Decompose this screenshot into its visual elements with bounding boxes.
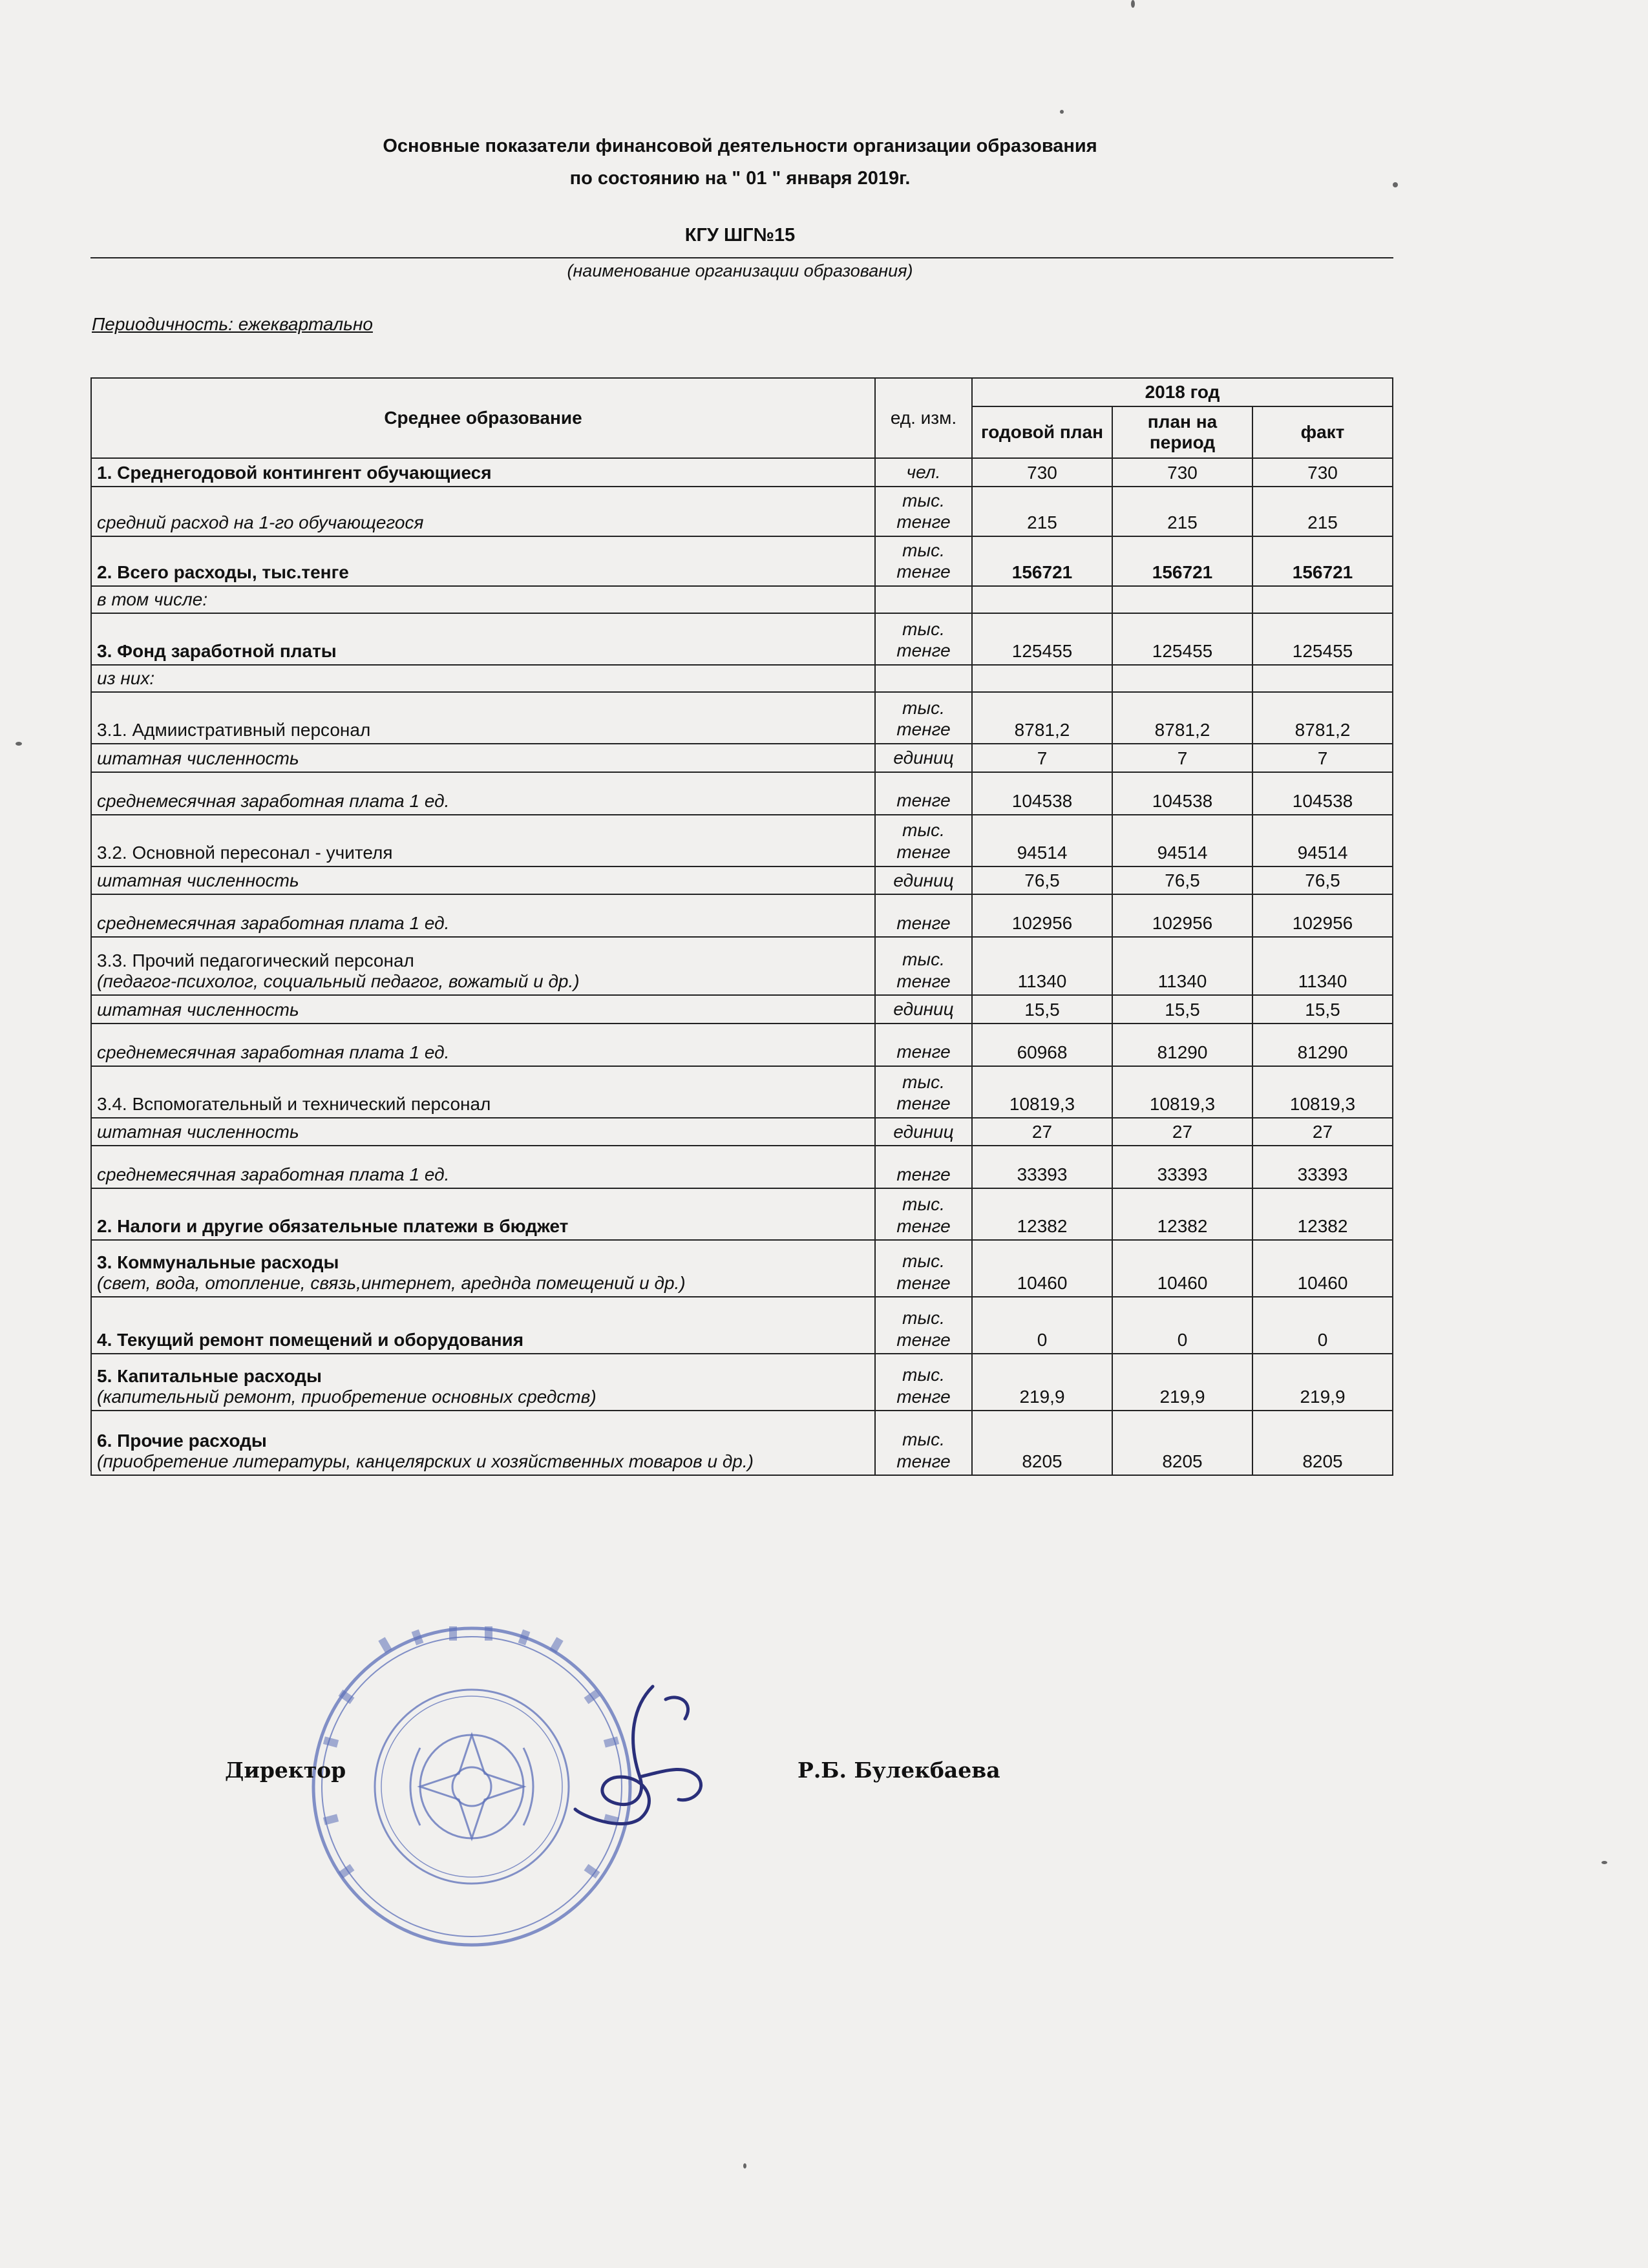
document-title-line-2: по состоянию на " 01 " января 2019г. xyxy=(569,168,911,189)
table-row xyxy=(91,1118,1393,1146)
header-year: 2018 год xyxy=(972,378,1393,406)
table-row xyxy=(91,894,1393,937)
cell-plan-period: 8781,2 xyxy=(1112,692,1252,744)
row-unit: тенге xyxy=(875,1024,972,1066)
row-label xyxy=(91,458,875,487)
row-label-text: 5. Капитальные расходы xyxy=(97,1366,322,1387)
row-label-detail: (капительный ремонт, приобретение основных средств) xyxy=(97,1387,597,1407)
row-unit: тыс. тенге xyxy=(875,613,972,665)
row-label-text: 2. Налоги и другие обязательные платежи в бюджет xyxy=(97,1216,569,1237)
cell-fact xyxy=(1252,586,1393,613)
row-label-text: 3.2. Основной пересонал - учителя xyxy=(97,842,393,863)
cell-plan-year: 102956 xyxy=(972,894,1112,937)
cell-plan-period: 15,5 xyxy=(1112,995,1252,1024)
row-label-text: среднемесячная заработная плата 1 ед. xyxy=(97,1164,450,1185)
row-label-text: среднемесячная заработная плата 1 ед. xyxy=(97,790,450,811)
header-unit: ед. изм. xyxy=(875,378,972,458)
cell-plan-period: 730 xyxy=(1112,458,1252,487)
table-row xyxy=(91,1411,1393,1475)
cell-fact: 8205 xyxy=(1252,1411,1393,1475)
table-row xyxy=(91,1297,1393,1354)
row-label xyxy=(91,536,875,586)
header-plan-year: годовой план xyxy=(972,406,1112,458)
cell-plan-year: 8205 xyxy=(972,1411,1112,1475)
row-label xyxy=(91,866,875,895)
row-unit: единиц xyxy=(875,995,972,1024)
cell-plan-period: 104538 xyxy=(1112,772,1252,815)
table-row xyxy=(91,665,1393,692)
cell-plan-period xyxy=(1112,665,1252,692)
row-unit: тенге xyxy=(875,1146,972,1188)
cell-fact: 156721 xyxy=(1252,536,1393,586)
row-unit: тыс. тенге xyxy=(875,1411,972,1475)
cell-fact: 104538 xyxy=(1252,772,1393,815)
table-row xyxy=(91,1188,1393,1240)
scan-speck xyxy=(1060,110,1064,114)
table-row xyxy=(91,458,1393,487)
row-label xyxy=(91,665,875,692)
cell-plan-year: 0 xyxy=(972,1297,1112,1354)
row-label-text: 3.4. Вспомогательный и технический персонал xyxy=(97,1093,491,1114)
cell-plan-period: 94514 xyxy=(1112,815,1252,866)
cell-plan-period: 76,5 xyxy=(1112,866,1252,895)
cell-fact: 81290 xyxy=(1252,1024,1393,1066)
row-unit: тыс. тенге xyxy=(875,1297,972,1354)
row-label xyxy=(91,1297,875,1354)
cell-plan-year: 219,9 xyxy=(972,1354,1112,1411)
row-label-detail: (свет, вода, отопление, связь,интернет, аредндa помещений и др.) xyxy=(97,1273,686,1294)
cell-plan-period xyxy=(1112,586,1252,613)
row-unit: тыс. тенге xyxy=(875,815,972,866)
document-title-line-1: Основные показатели финансовой деятельности организации образования xyxy=(383,136,1097,156)
organization-name: КГУ ШГ№15 xyxy=(684,225,796,246)
row-label xyxy=(91,1024,875,1066)
row-unit: тыс. тенге xyxy=(875,937,972,995)
cell-plan-period: 215 xyxy=(1112,487,1252,536)
row-label-text: 3. Коммунальные расходы xyxy=(97,1252,339,1273)
cell-plan-period: 11340 xyxy=(1112,937,1252,995)
cell-fact: 102956 xyxy=(1252,894,1393,937)
director-name: Р.Б. Булекбаева xyxy=(798,1758,1000,1783)
cell-fact: 76,5 xyxy=(1252,866,1393,895)
row-unit: единиц xyxy=(875,744,972,772)
row-unit xyxy=(875,665,972,692)
row-label-text: средний расход на 1-го обучающегося xyxy=(97,512,424,532)
cell-plan-year: 215 xyxy=(972,487,1112,536)
row-label xyxy=(91,1146,875,1188)
table-row xyxy=(91,1240,1393,1297)
table-row xyxy=(91,586,1393,613)
row-label xyxy=(91,586,875,613)
table-row xyxy=(91,995,1393,1024)
row-label-text: 3.3. Прочий педагогический персонал xyxy=(97,950,414,971)
row-label xyxy=(91,815,875,866)
row-unit: тыс. тенге xyxy=(875,487,972,536)
cell-plan-year: 10819,3 xyxy=(972,1066,1112,1118)
header-name: Среднее образование xyxy=(91,378,875,458)
cell-plan-year: 8781,2 xyxy=(972,692,1112,744)
cell-plan-year: 125455 xyxy=(972,613,1112,665)
cell-plan-period: 27 xyxy=(1112,1118,1252,1146)
table-row xyxy=(91,744,1393,772)
cell-fact: 33393 xyxy=(1252,1146,1393,1188)
cell-plan-period: 8205 xyxy=(1112,1411,1252,1475)
cell-fact xyxy=(1252,665,1393,692)
scan-speck xyxy=(743,2163,746,2168)
row-unit: тыс. тенге xyxy=(875,536,972,586)
cell-plan-period: 10819,3 xyxy=(1112,1066,1252,1118)
cell-plan-period: 102956 xyxy=(1112,894,1252,937)
scan-speck xyxy=(1601,1861,1607,1864)
cell-plan-period: 219,9 xyxy=(1112,1354,1252,1411)
table-row xyxy=(91,1146,1393,1188)
cell-plan-year: 11340 xyxy=(972,937,1112,995)
table-row xyxy=(91,613,1393,665)
row-label-text: штатная численность xyxy=(97,870,299,891)
cell-plan-period: 12382 xyxy=(1112,1188,1252,1240)
cell-fact: 94514 xyxy=(1252,815,1393,866)
table-row xyxy=(91,1024,1393,1066)
cell-plan-year: 76,5 xyxy=(972,866,1112,895)
row-unit: единиц xyxy=(875,1118,972,1146)
cell-fact: 11340 xyxy=(1252,937,1393,995)
table-row xyxy=(91,536,1393,586)
row-label-text: штатная численность xyxy=(97,748,299,768)
row-label-text: 1. Среднегодовой контингент обучающиеся xyxy=(97,462,492,483)
periodicity-note: Периодичность: ежеквартально xyxy=(92,314,373,334)
cell-fact: 0 xyxy=(1252,1297,1393,1354)
cell-plan-period: 125455 xyxy=(1112,613,1252,665)
table-row xyxy=(91,815,1393,866)
handwritten-signature-icon xyxy=(556,1680,737,1835)
scan-speck xyxy=(16,742,22,746)
row-unit: тенге xyxy=(875,772,972,815)
cell-plan-year: 94514 xyxy=(972,815,1112,866)
cell-fact: 27 xyxy=(1252,1118,1393,1146)
row-label xyxy=(91,894,875,937)
row-label-text: среднемесячная заработная плата 1 ед. xyxy=(97,913,450,934)
row-unit: тыс. тенге xyxy=(875,1354,972,1411)
cell-plan-year: 15,5 xyxy=(972,995,1112,1024)
financial-indicators-table xyxy=(90,377,1393,1476)
row-label xyxy=(91,744,875,772)
row-unit: тенге xyxy=(875,894,972,937)
director-label: Директор xyxy=(225,1758,346,1783)
row-label-detail: (приобретение литературы, канцелярских и хозяйственных товаров и др.) xyxy=(97,1451,754,1472)
cell-plan-period: 0 xyxy=(1112,1297,1252,1354)
row-label-text: 3. Фонд заработной платы xyxy=(97,640,337,661)
table-row xyxy=(91,1066,1393,1118)
row-label-text: 2. Всего расходы, тыс.тенге xyxy=(97,562,349,582)
row-label xyxy=(91,692,875,744)
table-row xyxy=(91,1354,1393,1411)
header-plan-period: план на период xyxy=(1112,406,1252,458)
row-unit xyxy=(875,586,972,613)
row-label-text: 3.1. Адмиистративный персонал xyxy=(97,719,371,740)
cell-fact: 730 xyxy=(1252,458,1393,487)
cell-plan-year: 156721 xyxy=(972,536,1112,586)
table-row xyxy=(91,937,1393,995)
row-label-text: штатная численность xyxy=(97,1122,299,1142)
cell-plan-year: 27 xyxy=(972,1118,1112,1146)
cell-plan-year: 60968 xyxy=(972,1024,1112,1066)
cell-fact: 215 xyxy=(1252,487,1393,536)
cell-plan-year xyxy=(972,665,1112,692)
cell-plan-period: 10460 xyxy=(1112,1240,1252,1297)
cell-fact: 125455 xyxy=(1252,613,1393,665)
header-fact: факт xyxy=(1252,406,1393,458)
cell-plan-year: 10460 xyxy=(972,1240,1112,1297)
row-label-text: в том числе: xyxy=(97,589,208,609)
row-unit: чел. xyxy=(875,458,972,487)
scan-speck xyxy=(1131,0,1135,8)
table-row xyxy=(91,772,1393,815)
row-label xyxy=(91,772,875,815)
row-label xyxy=(91,1066,875,1118)
row-label xyxy=(91,1188,875,1240)
row-label xyxy=(91,487,875,536)
cell-plan-period: 7 xyxy=(1112,744,1252,772)
cell-plan-period: 33393 xyxy=(1112,1146,1252,1188)
cell-plan-year xyxy=(972,586,1112,613)
row-label xyxy=(91,937,875,995)
cell-fact: 219,9 xyxy=(1252,1354,1393,1411)
cell-fact: 8781,2 xyxy=(1252,692,1393,744)
cell-plan-year: 104538 xyxy=(972,772,1112,815)
cell-fact: 10460 xyxy=(1252,1240,1393,1297)
cell-fact: 7 xyxy=(1252,744,1393,772)
table-row xyxy=(91,487,1393,536)
row-label xyxy=(91,613,875,665)
row-unit: единиц xyxy=(875,866,972,895)
row-unit: тыс. тенге xyxy=(875,1240,972,1297)
row-label xyxy=(91,1411,875,1475)
table-row xyxy=(91,866,1393,895)
row-label-text: среднемесячная заработная плата 1 ед. xyxy=(97,1042,450,1062)
row-label-detail: (педагог-психолог, социальный педагог, вожатый и др.) xyxy=(97,971,580,992)
cell-plan-year: 33393 xyxy=(972,1146,1112,1188)
table-row xyxy=(91,692,1393,744)
row-unit: тыс. тенге xyxy=(875,1188,972,1240)
cell-plan-year: 12382 xyxy=(972,1188,1112,1240)
cell-plan-period: 81290 xyxy=(1112,1024,1252,1066)
cell-fact: 15,5 xyxy=(1252,995,1393,1024)
row-label xyxy=(91,995,875,1024)
row-unit: тыс. тенге xyxy=(875,692,972,744)
row-unit: тыс. тенге xyxy=(875,1066,972,1118)
row-label xyxy=(91,1240,875,1297)
cell-plan-year: 7 xyxy=(972,744,1112,772)
cell-fact: 12382 xyxy=(1252,1188,1393,1240)
row-label xyxy=(91,1354,875,1411)
row-label-text: из них: xyxy=(97,667,155,688)
organization-caption: (наименование организации образования) xyxy=(567,261,913,280)
cell-fact: 10819,3 xyxy=(1252,1066,1393,1118)
organization-underline xyxy=(90,257,1393,258)
row-label-text: 6. Прочие расходы xyxy=(97,1431,267,1451)
row-label-text: 4. Текущий ремонт помещений и оборудования xyxy=(97,1330,524,1350)
row-label xyxy=(91,1118,875,1146)
scan-speck xyxy=(1393,182,1398,187)
row-label-text: штатная численность xyxy=(97,999,299,1020)
cell-plan-year: 730 xyxy=(972,458,1112,487)
cell-plan-period: 156721 xyxy=(1112,536,1252,586)
